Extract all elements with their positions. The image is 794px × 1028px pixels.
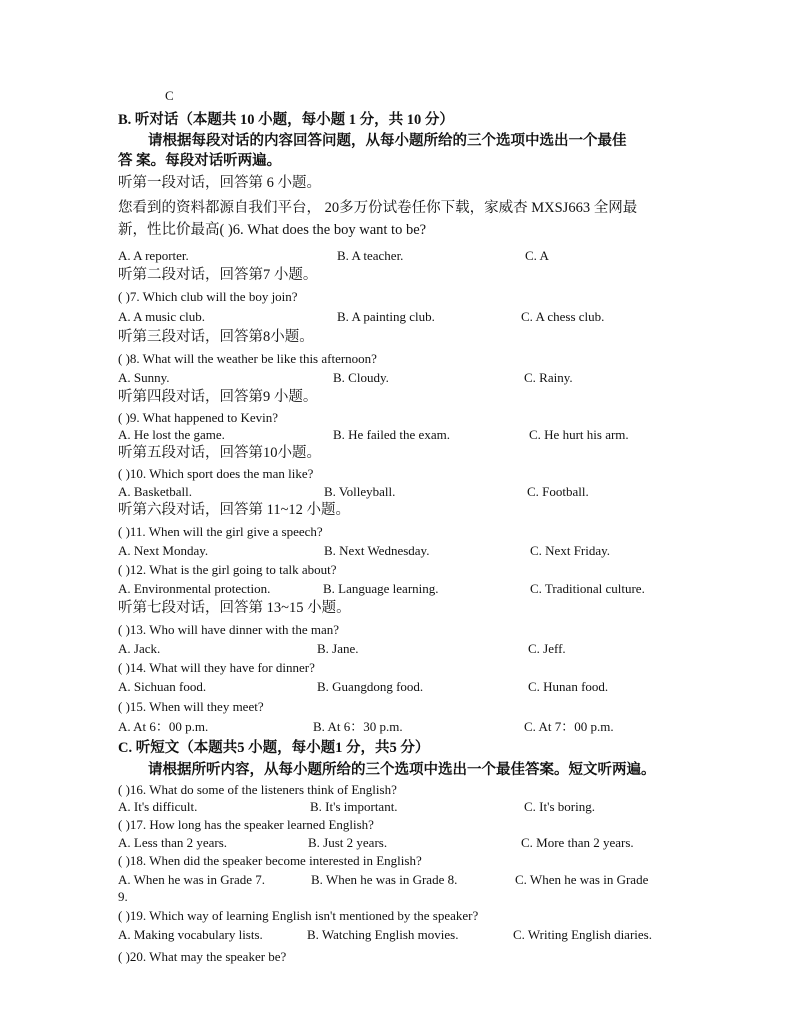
dialogue-2-heading: 听第二段对话，回答第7 小题。 bbox=[118, 267, 318, 283]
q11-option-b: B. Next Wednesday. bbox=[324, 543, 430, 558]
q9-option-a: A. He lost the game. bbox=[118, 427, 225, 442]
q18-option-c: C. When he was in Grade bbox=[515, 872, 649, 887]
q20-stem: ( )20. What may the speaker be? bbox=[118, 949, 287, 964]
q6-option-c: C. A bbox=[525, 248, 549, 263]
q15-option-c: C. At 7：00 p.m. bbox=[524, 719, 614, 734]
dialogue-3-heading: 听第三段对话，回答第8小题。 bbox=[118, 329, 314, 345]
q12-option-a: A. Environmental protection. bbox=[118, 581, 271, 596]
q7-option-c: C. A chess club. bbox=[521, 309, 605, 324]
q16-option-c: C. It's boring. bbox=[524, 799, 595, 814]
section-b-instruction-2: 答 案。每段对话听两遍。 bbox=[118, 153, 282, 169]
q16-option-a: A. It's difficult. bbox=[118, 799, 198, 814]
q12-option-c: C. Traditional culture. bbox=[530, 581, 645, 596]
dialogue-5-heading: 听第五段对话，回答第10小题。 bbox=[118, 445, 321, 461]
q18-option-b: B. When he was in Grade 8. bbox=[311, 872, 458, 887]
q10-option-b: B. Volleyball. bbox=[324, 484, 396, 499]
q16-stem: ( )16. What do some of the listeners think of English? bbox=[118, 782, 397, 797]
q13-stem: ( )13. Who will have dinner with the man? bbox=[118, 622, 340, 637]
q19-option-c: C. Writing English diaries. bbox=[513, 927, 652, 942]
q17-option-a: A. Less than 2 years. bbox=[118, 835, 228, 850]
q10-option-c: C. Football. bbox=[527, 484, 589, 499]
q12-option-b: B. Language learning. bbox=[323, 581, 439, 596]
dialogue-6-heading: 听第六段对话，回答第 11~12 小题。 bbox=[118, 502, 351, 518]
q13-option-c: C. Jeff. bbox=[528, 641, 566, 656]
q14-option-a: A. Sichuan food. bbox=[118, 679, 207, 694]
section-c-header: C. 听短文（本题共5 小题，每小题1 分，共5 分） bbox=[118, 740, 430, 756]
q10-option-a: A. Basketball. bbox=[118, 484, 193, 499]
q9-option-b: B. He failed the exam. bbox=[333, 427, 450, 442]
q7-option-a: A. A music club. bbox=[118, 309, 206, 324]
top-letter: C bbox=[165, 88, 174, 103]
q15-stem: ( )15. When will they meet? bbox=[118, 699, 264, 714]
q14-option-c: C. Hunan food. bbox=[528, 679, 609, 694]
q8-stem: ( )8. What will the weather be like this afternoon? bbox=[118, 351, 377, 366]
q14-stem: ( )14. What will they have for dinner? bbox=[118, 660, 315, 675]
q17-option-c: C. More than 2 years. bbox=[521, 835, 634, 850]
q9-option-c: C. He hurt his arm. bbox=[529, 427, 629, 442]
q19-option-b: B. Watching English movies. bbox=[307, 927, 459, 942]
q7-stem: ( )7. Which club will the boy join? bbox=[118, 289, 298, 304]
ad-line-1: 您看到的资料都源自我们平台， 20多万份试卷任你下载，家威杏 MXSJ663 全网最 bbox=[118, 200, 638, 216]
q18-option-a: A. When he was in Grade 7. bbox=[118, 872, 266, 887]
ad-line-2-with-q6: 新，性比价最高( )6. What does the boy want to be? bbox=[118, 222, 427, 238]
q18-stem: ( )18. When did the speaker become interested in English? bbox=[118, 853, 422, 868]
q15-option-b: B. At 6：30 p.m. bbox=[313, 719, 403, 734]
q8-option-b: B. Cloudy. bbox=[333, 370, 389, 385]
q11-option-c: C. Next Friday. bbox=[530, 543, 611, 558]
q19-stem: ( )19. Which way of learning English isn't mentioned by the speaker? bbox=[118, 908, 479, 923]
q11-option-a: A. Next Monday. bbox=[118, 543, 209, 558]
q17-option-b: B. Just 2 years. bbox=[308, 835, 388, 850]
q17-stem: ( )17. How long has the speaker learned English? bbox=[118, 817, 374, 832]
q15-option-a: A. At 6：00 p.m. bbox=[118, 719, 209, 734]
q6-option-a: A. A reporter. bbox=[118, 248, 189, 263]
section-b-header: B. 听对话（本题共 10 小题，每小题 1 分，共 10 分） bbox=[118, 112, 454, 128]
q10-stem: ( )10. Which sport does the man like? bbox=[118, 466, 314, 481]
q14-option-b: B. Guangdong food. bbox=[317, 679, 424, 694]
q13-option-a: A. Jack. bbox=[118, 641, 161, 656]
q12-stem: ( )12. What is the girl going to talk about? bbox=[118, 562, 337, 577]
q11-stem: ( )11. When will the girl give a speech? bbox=[118, 524, 323, 539]
q6-option-b: B. A teacher. bbox=[337, 248, 404, 263]
dialogue-7-heading: 听第七段对话，回答第 13~15 小题。 bbox=[118, 600, 351, 616]
q8-option-a: A. Sunny. bbox=[118, 370, 170, 385]
q13-option-b: B. Jane. bbox=[317, 641, 359, 656]
q16-option-b: B. It's important. bbox=[310, 799, 398, 814]
dialogue-4-heading: 听第四段对话，回答第9 小题。 bbox=[118, 389, 318, 405]
dialogue-1-heading: 听第一段对话，回答第 6 小题。 bbox=[118, 175, 321, 191]
q8-option-c: C. Rainy. bbox=[524, 370, 573, 385]
q18-option-c-wrap: 9. bbox=[118, 889, 128, 904]
section-c-instruction: 请根据所听内容，从每小题所给的三个选项中选出一个最佳答案。短文听两遍。 bbox=[148, 762, 656, 778]
q19-option-a: A. Making vocabulary lists. bbox=[118, 927, 263, 942]
q9-stem: ( )9. What happened to Kevin? bbox=[118, 410, 279, 425]
section-b-instruction-1: 请根据每段对话的内容回答问题，从每小题所给的三个选项中选出一个最佳 bbox=[148, 133, 627, 149]
q7-option-b: B. A painting club. bbox=[337, 309, 435, 324]
